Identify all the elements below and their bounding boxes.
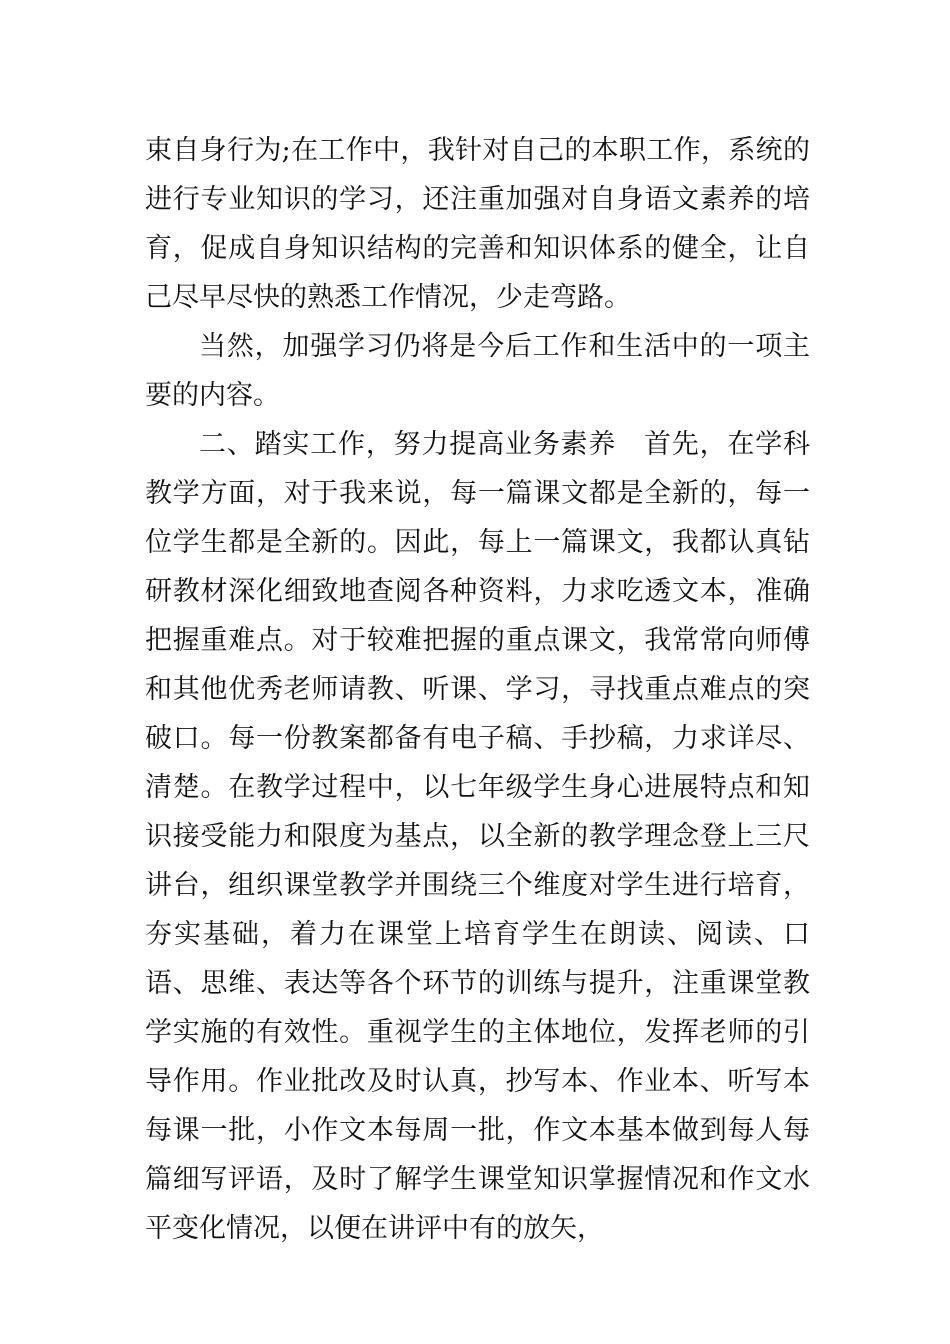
document-body bbox=[145, 126, 810, 1253]
paragraph-continuation: 束自身行为;在工作中，我针对自己的本职工作，系统的进行专业知识的学习，还注重加强对自身语文素养的培育，促成自身知识结构的完善和知识体系的健全，让自己尽早尽快的熟悉工作情况，少走弯路。 bbox=[145, 135, 810, 313]
paragraph-section-two: 二、踏实工作，努力提高业务素养 首先，在学科教学方面，对于我来说，每一篇课文都是全新的，每一位学生都是全新的。因此，每上一篇课文，我都认真钻研教材深化细致地查阅各种资料，力求吃透文本，准确把握重难点。对于较难把握的重点课文，我常常向师傅和其他优秀老师请教、听课、学习，寻找重点难点的突破口。每一份教案都备有电子稿、手抄稿，力求详尽、清楚。在教学过程中，以七年级学生身心进展特点和知识接受能力和限度为基点，以全新的教学理念登上三尺讲台，组织课堂教学并围绕三个维度对学生进行培育，夯实基础，着力在课堂上培育学生在朗读、阅读、口语、思维、表达等各个环节的训练与提升，注重课堂教学实施的有效性。重视学生的主体地位，发挥老师的引导作用。作业批改及时认真，抄写本、作业本、听写本每课一批，小作文本每周一批，作文本基本做到每人每篇细写评语，及时了解学生课堂知识掌握情况和作文水平变化情况，以便在讲评中有的放矢， bbox=[145, 429, 810, 1244]
paragraph-learning-note: 当然，加强学习仍将是今后工作和生活中的一项主要的内容。 bbox=[145, 331, 810, 411]
